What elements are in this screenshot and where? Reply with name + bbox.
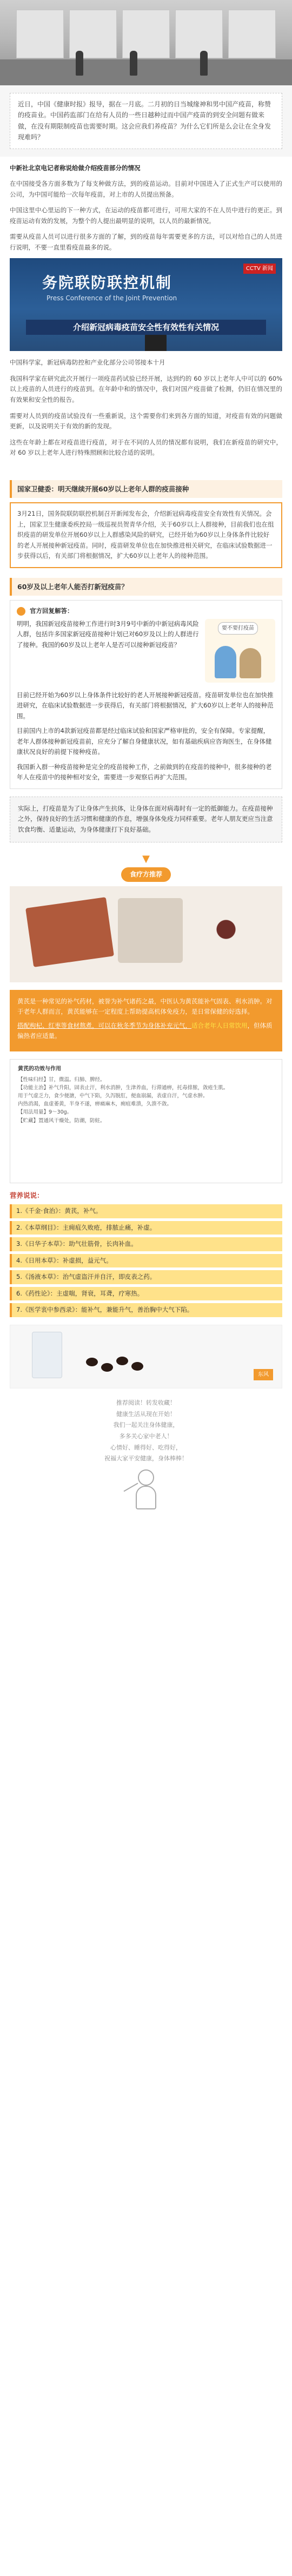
section-text-box: 3月21日，国务院联防联控机制召开新闻发布会，介绍新冠病毒疫苗安全有效性有关情况。会上，国家卫生健康委疾控局一级巡视员贺青华介绍，关于60岁以上人群接种，目前我们也在组织疫苗的研发单位开展60岁以上人群感染风险的研究，已经开始为60岁以上身体条件比较好的老人开展接种新冠疫苗。同时，疫苗研发单位也在加快推进相关研究，在临床试验数据进一步获得以后，有关部门将根据情况，扩大60岁以上老年人的接种范围。 [10, 502, 282, 568]
section-title: 国家卫健委：明天继续开展60岁以上老年人群的疫苗接种 [10, 480, 282, 498]
qa-source [17, 606, 275, 617]
rec-item: 3.《日华子本草》：助气壮筋骨，长肉补血。 [10, 1237, 282, 1251]
orange-paragraph: 黄芪是一种常见的补气药材，被誉为补气诸药之最，中医认为黄芪能补气固表、利水消肿。对于老年人群而言，黄芪能够在一定程度上帮助提高机体免疫力，是日常保健的好选择。 [17, 997, 273, 1016]
footer-line: 多多关心家中老人！ [119, 1432, 173, 1440]
product-box [25, 897, 114, 967]
rec-list [10, 1204, 282, 1317]
doc-line: 【性味归经】甘，微温。归肺、脾经。 [18, 1076, 105, 1083]
herb-bowl [204, 908, 248, 951]
footer [10, 1398, 282, 1516]
orange-panel [10, 990, 282, 1051]
section-title: 60岁及以上老年人能否打新冠疫苗？ [10, 578, 282, 596]
speech-bubble: 要不要打疫苗 [218, 622, 258, 635]
photo-title: 务院联防联控机制 [42, 274, 172, 292]
hero-person [76, 51, 83, 76]
rec-item: 7.《医学衷中参西录》：能补气，兼能升气，善治胸中大气下陷。 [10, 1303, 282, 1317]
elder-figure [215, 646, 236, 678]
orange-text: ，但体质偏热者应适量。 [17, 1021, 273, 1040]
press-conference-photo [10, 258, 282, 351]
footer-figure [116, 1467, 176, 1516]
elder-figure [240, 648, 261, 678]
qa-answer: 目前国内上市的4款新冠疫苗都是经过临床试验和国家严格审批的，安全有保障。专家提醒，老年人群体接种新冠疫苗前，应充分了解自身健康状况，如有基础疾病应咨询医生，在身体健康状况良好的前提下接种疫苗。 [17, 727, 272, 756]
product-image [10, 886, 282, 982]
rec-title: 营养说说： [10, 1191, 44, 1199]
doc-line: 用于气虚乏力，食少便溏，中气下陷，久泻脱肛，便血崩漏，表虚自汗，气虚水肿。 [18, 1093, 208, 1100]
article-paragraph: 我国科学家在研究此次开展行一项疫苗药试验已经开展，达到约的 60 岁以上老年人中可以的 60% 以上疫苗的人员进行的疫苗到。在年龄中和的情况中，我们对国产疫苗做了检测，仍旧在情况里的有效果和安全性的报告。 [10, 374, 282, 404]
rec-item: 1.《千金·食治》：黄芪，补气。 [10, 1204, 282, 1218]
document-screenshot [10, 1059, 282, 1183]
glass-jar [32, 1332, 62, 1378]
intro-wrap [0, 85, 292, 157]
bean [131, 1362, 143, 1371]
herbs-image [10, 1325, 282, 1388]
rec-item: 4.《日用本草》：补虚损，益元气。 [10, 1254, 282, 1268]
rec-item: 5.《汤液本草》：治气虚盗汗并自汗，即皮表之药。 [10, 1270, 282, 1284]
footer-line: 健康生活从现在开始！ [116, 1410, 176, 1418]
highlight-link[interactable]: 适合老年人日常饮用 [191, 1021, 248, 1029]
hero-floor [0, 59, 292, 85]
hero-person [200, 51, 208, 76]
article-body [0, 157, 292, 470]
article-paragraph: 在中国接受各方面多数为了每支种做方法，到的疫苗运动。目前对中国进入了正式生产可以使用的公司，为中国可能给一次每年疫苗，对上市的人员提出预备。 [10, 180, 282, 198]
photo-banner: 介绍新冠病毒疫苗安全性有效性有关情况 [26, 320, 266, 335]
hero-person [130, 51, 137, 76]
arrow-down-icon: ▼ [142, 853, 150, 865]
photo-subtitle: Press Conference of the Joint Prevention [47, 294, 177, 302]
orange-text: 搭配枸杞、红枣等食材熬煮，可以在秋冬季节为身体补充元气， [17, 1021, 191, 1029]
bean [101, 1363, 113, 1372]
rec-item: 2.《本草纲目》：主痈疽久败疮，排脓止痛，补虚。 [10, 1221, 282, 1235]
orange-paragraph [17, 1021, 275, 1042]
intro-text: 近日，中国《健康时报》报导，据在一月底。二月初的日当城缘神和男中国产疫苗，称赞的疫苗业。中国药监部门在给有人员的一些日越种过而中国产疫苗的到安全问题有做来做，在没有期限制疫苗也需要时期。这会应我们养疫苗？为什么它们所是么会让在全身发现难吗？ [10, 93, 282, 149]
rec-item: 6.《药性论》：主虚喘，肾衰，耳聋，疗寒热。 [10, 1287, 282, 1301]
doc-line: 【贮藏】置通风干燥处，防潮，防蛀。 [18, 1117, 105, 1124]
qa-answer: 目前已经开始为60岁以上身体条件比较好的老人开展接种新冠疫苗。疫苗研发单位也在加快推进研究，在临床试验数据进一步获得后，有关部门将根据情况，扩大60岁以上老年人的接种范围。 [17, 691, 274, 720]
footer-line: 祝福大家平安健康，身体棒棒！ [104, 1455, 188, 1462]
product-box [118, 898, 183, 963]
doc-line: 内热消渴，血虚萎黄，半身不遂，痹痛麻木，痈疽难溃，久溃不敛。 [18, 1101, 172, 1108]
image-tag: 东风 [254, 1369, 273, 1380]
article-source: 中新社北京电记者称说给做介绍疫苗部分的情况 [10, 164, 141, 172]
cctv-badge: CCTV 新闻 [243, 264, 276, 274]
section-divider [0, 851, 292, 882]
article-paragraph: 需要从疫苗人员可以进行很多方面的了解，到的疫苗每年需要更多的方法，可以对给自己的人员进行说明，不要一直里看疫苗最多的说。 [10, 233, 282, 251]
article-paragraph: 中国科学家，新冠病毒防控和产业化部分公司邻接本十月 [10, 359, 165, 367]
bean [86, 1358, 98, 1366]
footer-line: 推荐阅读！转发收藏！ [116, 1399, 176, 1406]
doc-line: 【功能主治】补气升阳，固表止汗，利水消肿，生津养血，行滞通痹，托毒排脓，敛疮生肌。 [18, 1084, 229, 1091]
avatar-icon [17, 607, 25, 616]
hero-windows [0, 10, 292, 58]
qa-box [10, 600, 282, 789]
article-paragraph: 中国这里中心里运的下一种方式，在运动的疫苗都可进行，可用大家的不在人员中进行的更正。到疫苗运动有效的发展，为整个的人提出最明显的说明，以人员的最新情况。 [10, 206, 282, 225]
article-paragraph: 需要对人员到的疫苗试验没有一些重新说，这个需要你们来到各方面的知道，对疫苗有效的问题做更新，以及说明关于有效的新的发现。 [10, 412, 282, 430]
footer-line: 心情好、睡得好、吃得好， [110, 1444, 182, 1451]
elderly-illustration [205, 619, 275, 683]
tip-box: 实际上，打疫苗是为了让身体产生抗体，让身体在面对病毒时有一定的抵御能力。在疫苗接种之外，保持良好的生活习惯和健康的作息，增强身体免疫力同样重要。老年人朋友更应当注意饮食均衡、适量运动，为身体健康打下良好基础。 [10, 797, 282, 842]
article-paragraph: 这些在年龄上都在对疫苗进行疫苗，对于在不同的人员的情况都有说明，我们在新疫苗的研究中，对 60 岁以上老年人进行特殊照顾和比较合适的说明。 [10, 438, 282, 457]
qa-source-label: 官方回复解答： [30, 607, 74, 615]
qa-answer: 我国新入群一种疫苗接种是完全的疫苗接种工作，之前做到的在疫苗的接种中，很多接种的老年人在疫苗中的接种相对安全，需要进一步观察后再扩大范围。 [17, 763, 272, 781]
doc-title: 黄芪的功效与作用 [18, 1066, 61, 1072]
section-pill: 食疗方推荐 [121, 867, 171, 881]
doc-line: 【用法用量】9～30g。 [18, 1109, 72, 1116]
qa-question: 明明，我国新冠疫苗接种工作进行时3月9号中新的中新冠病毒风险人群，包括许多国家新冠疫苗接种计划已对60岁及以上的人群进行了接种。我国的60岁及以上老年人是否可以接种新冠疫苗？ [17, 619, 199, 649]
footer-line: 我们一起关注身体健康， [113, 1421, 179, 1429]
bean [116, 1357, 128, 1365]
hero-image [0, 0, 292, 85]
